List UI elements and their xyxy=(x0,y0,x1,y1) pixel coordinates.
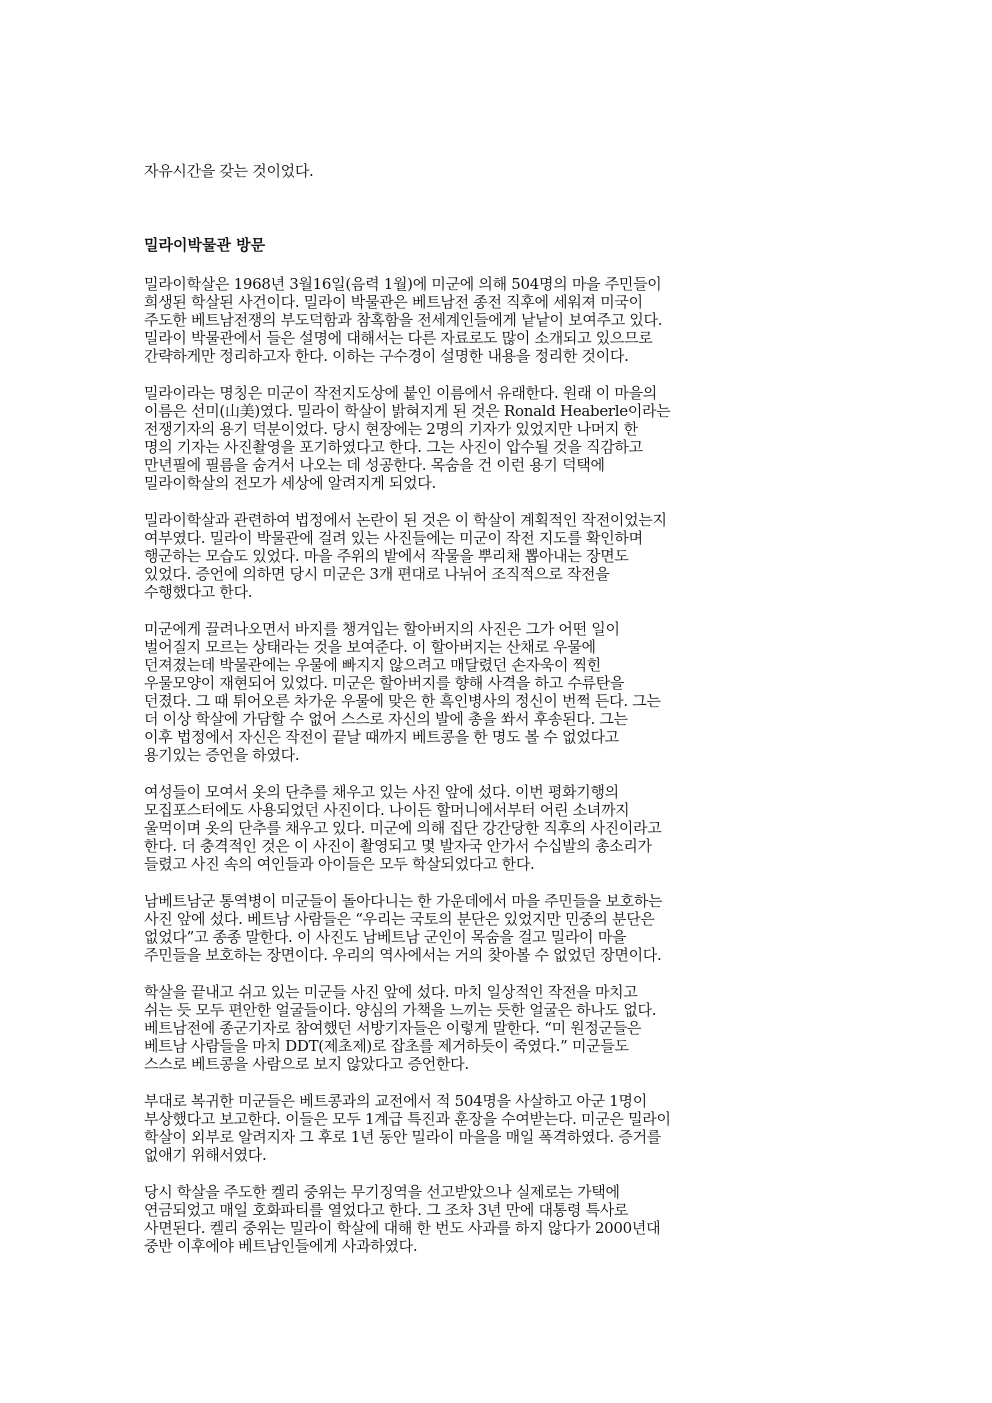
text-line: 한다. 더 충격적인 것은 이 사진이 촬영되고 몇 발자국 안가서 수십발의 총소리가 xyxy=(144,837,652,855)
text-line: 학살을 끝내고 쉬고 있는 미군들 사진 앞에 섰다. 마치 일상적인 작전을 마치고 xyxy=(144,983,638,1001)
text-line: 주민들을 보호하는 장면이다. 우리의 역사에서는 거의 찾아볼 수 없었던 장면이다. xyxy=(144,946,662,964)
text-line: 밀라이 박물관에서 들은 설명에 대해서는 다른 자료로도 많이 소개되고 있으므로 xyxy=(144,329,653,347)
text-line: 밀라이라는 명칭은 미군이 작전지도상에 붙인 이름에서 유래한다. 원래 이 마을의 xyxy=(144,384,657,402)
text-line: 던져졌는데 박물관에는 우물에 빠지지 않으려고 매달렸던 손자욱이 찍힌 xyxy=(144,656,601,674)
text-line: 여성들이 모여서 옷의 단추를 채우고 있는 사진 앞에 섰다. 이번 평화기행의 xyxy=(144,783,619,801)
text-line: 있었다. 증언에 의하면 당시 미군은 3개 편대로 나뉘어 조직적으로 작전을 xyxy=(144,565,610,583)
text-line: 부대로 복귀한 미군들은 베트콩과의 교전에서 적 504명을 사살하고 아군 1명이 xyxy=(144,1092,647,1110)
text-line: 미군에게 끌려나오면서 바지를 챙겨입는 할아버지의 사진은 그가 어떤 일이 xyxy=(144,620,620,638)
paragraph-9 xyxy=(144,1183,854,1255)
text-line: 스스로 베트콩을 사람으로 보지 않았다고 증언한다. xyxy=(144,1055,469,1073)
text-line: 전쟁기자의 용기 덕분이었다. 당시 현장에는 2명의 기자가 있었지만 나머지 한 xyxy=(144,420,638,438)
text-line: 수행했다고 한다. xyxy=(144,583,253,601)
text-line: 명의 기자는 사진촬영을 포기하였다고 한다. 그는 사진이 압수될 것을 직감하고 xyxy=(144,438,643,456)
section-heading: 밀라이박물관 방문 xyxy=(144,236,266,254)
text-line: 쉬는 듯 모두 편안한 얼굴들이다. 양심의 가책을 느끼는 듯한 얼굴은 하나도 없다. xyxy=(144,1001,657,1019)
text-line: 밀라이학살의 전모가 세상에 알려지게 되었다. xyxy=(144,474,436,492)
text-line: 사면된다. 켈리 중위는 밀라이 학살에 대해 한 번도 사과를 하지 않다가 2000년대 xyxy=(144,1219,661,1237)
text-line: 부상했다고 보고한다. 이들은 모두 1계급 특진과 훈장을 수여받는다. 미군은 밀라이 xyxy=(144,1110,671,1128)
text-line: 만년필에 필름을 숨겨서 나오는 데 성공한다. 목숨을 건 이런 용기 덕택에 xyxy=(144,456,605,474)
text-line: 없애기 위해서였다. xyxy=(144,1146,267,1164)
text-line: 이름은 선미(山美)였다. 밀라이 학살이 밝혀지게 된 것은 Ronald Heaberle이라는 xyxy=(144,402,671,420)
text-line: 행군하는 모습도 있었다. 마을 주위의 밭에서 작물을 뿌리채 뽑아내는 장면도 xyxy=(144,547,629,565)
text-line: 벌어질지 모르는 상태라는 것을 보여준다. 이 할아버지는 산채로 우물에 xyxy=(144,638,596,656)
paragraph-6 xyxy=(144,892,854,964)
text-line: 희생된 학살된 사건이다. 밀라이 박물관은 베트남전 종전 직후에 세워져 미국이 xyxy=(144,293,643,311)
text-line: 당시 학살을 주도한 켈리 중위는 무기징역을 선고받았으나 실제로는 가택에 xyxy=(144,1183,620,1201)
text-line: 학살이 외부로 알려지자 그 후로 1년 동안 밀라이 마을을 매일 폭격하였다. 증거를 xyxy=(144,1128,661,1146)
text-line: 더 이상 학살에 가담할 수 없어 스스로 자신의 발에 총을 쏴서 후송된다. 그는 xyxy=(144,710,628,728)
text-line: 이후 법정에서 자신은 작전이 끝날 때까지 베트콩을 한 명도 볼 수 없었다고 xyxy=(144,728,619,746)
paragraph-4 xyxy=(144,620,854,764)
text-line: 던졌다. 그 때 튀어오른 차가운 우물에 맞은 한 흑인병사의 정신이 번쩍 든다. 그는 xyxy=(144,692,661,710)
text-line: 울먹이며 옷의 단추를 채우고 있다. 미군에 의해 집단 강간당한 직후의 사진이라고 xyxy=(144,819,662,837)
text-line: 연금되었고 매일 호화파티를 열었다고 한다. 그 조차 3년 만에 대통령 특사로 xyxy=(144,1201,629,1219)
paragraph-2 xyxy=(144,384,854,492)
paragraph-3 xyxy=(144,511,854,601)
document-page xyxy=(144,162,854,1274)
paragraph-7 xyxy=(144,983,854,1073)
text-line: 베트남전에 종군기자로 참여했던 서방기자들은 이렇게 말한다. “미 원정군들은 xyxy=(144,1019,642,1037)
text-line: 밀라이학살은 1968년 3월16일(음력 1월)에 미군에 의해 504명의 마을 주민들이 xyxy=(144,275,662,293)
text-line: 밀라이학살과 관련하여 법정에서 논란이 된 것은 이 학살이 계획적인 작전이었는지 xyxy=(144,511,667,529)
paragraph-5 xyxy=(144,783,854,873)
text-line: 베트남 사람들을 마치 DDT(제초제)로 잡초를 제거하듯이 죽였다.” 미군들도 xyxy=(144,1037,629,1055)
text-line: 남베트남군 통역병이 미군들이 돌아다니는 한 가운데에서 마을 주민들을 보호하는 xyxy=(144,892,663,910)
text-line: 용기있는 증언을 하였다. xyxy=(144,746,300,764)
text-line: 중반 이후에야 베트남인들에게 사과하였다. xyxy=(144,1237,418,1255)
paragraph-1 xyxy=(144,275,854,365)
text-line: 주도한 베트남전쟁의 부도덕함과 참혹함을 전세계인들에게 낱낱이 보여주고 있다. xyxy=(144,311,663,329)
text-line: 사진 앞에 섰다. 베트남 사람들은 “우리는 국토의 분단은 있었지만 민중의 분단은 xyxy=(144,910,655,928)
text-line: 여부였다. 밀라이 박물관에 걸려 있는 사진들에는 미군이 작전 지도를 확인하며 xyxy=(144,529,643,547)
text-line: 모집포스터에도 사용되었던 사진이다. 나이든 할머니에서부터 어린 소녀까지 xyxy=(144,801,630,819)
opening-line: 자유시간을 갖는 것이었다. xyxy=(144,162,314,180)
paragraph-8 xyxy=(144,1092,854,1164)
text-line: 들렸고 사진 속의 여인들과 아이들은 모두 학살되었다고 한다. xyxy=(144,855,535,873)
text-line: 간략하게만 정리하고자 한다. 이하는 구수경이 설명한 내용을 정리한 것이다. xyxy=(144,347,629,365)
text-line: 우물모양이 재현되어 있었다. 미군은 할아버지를 향해 사격을 하고 수류탄을 xyxy=(144,674,625,692)
text-line: 없었다”고 종종 말한다. 이 사진도 남베트남 군인이 목숨을 걸고 밀라이 마을 xyxy=(144,928,627,946)
